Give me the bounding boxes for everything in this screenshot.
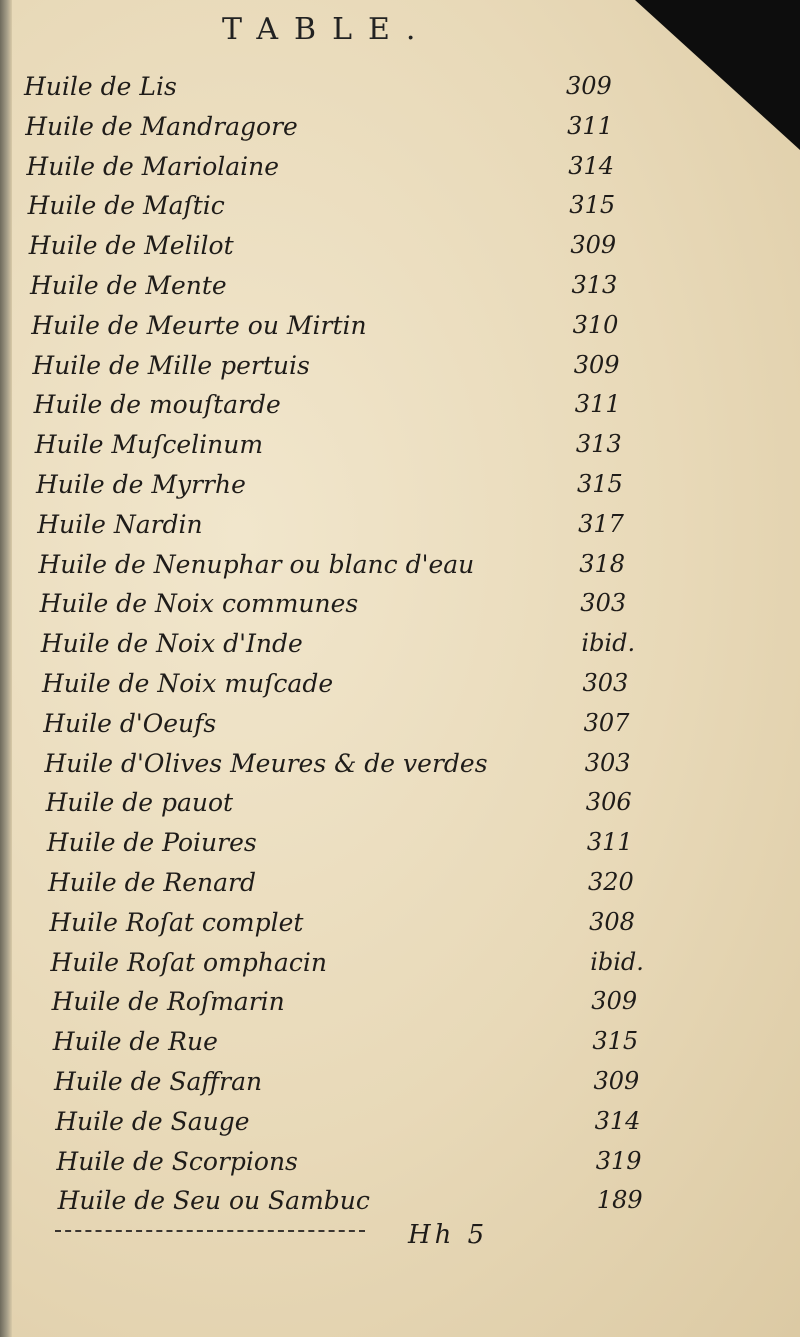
entry-page-number: 311 [567,111,613,140]
entry-page-number: 309 [591,987,638,1016]
entry-page-number: 308 [589,907,635,936]
entry-page-number: 313 [571,271,618,299]
entry-page-number: 303 [584,748,631,777]
entry-name: Huile de pauot [45,788,234,818]
entry-page-number: 306 [585,788,632,817]
last-entry-underline [55,1230,365,1232]
entry-name: Huile de Rue [52,1027,218,1057]
entry-name: Huile Roſat omphacin [50,947,327,977]
entry-name: Huile de mouſtarde [33,390,281,420]
torn-corner [635,0,800,150]
entry-name: Huile de Mandragore [25,111,298,141]
entry-name: Huile de Nenuphar ou blanc d'eau [38,549,475,579]
entry-page-number: 314 [594,1106,641,1135]
entry-page-number: 313 [575,430,622,459]
entry-name: Huile de Noix muſcade [42,669,334,698]
entry-name: Huile de Noix communes [39,589,359,619]
entry-name: Huile de Scorpions [56,1146,298,1176]
entry-name: Huile de Sauge [55,1106,250,1136]
entry-page-number: 314 [568,151,614,180]
entry-page-number: 309 [593,1067,640,1095]
entry-page-number: 319 [595,1146,642,1175]
entry-page-number: 311 [574,390,621,419]
entry-page-number: 315 [577,470,623,498]
entry-name: Huile de Myrrhe [36,470,246,499]
entry-page-number: 309 [570,231,617,260]
entry-page-number: 303 [582,669,629,697]
entry-page-number: 320 [588,868,634,896]
entry-name: Huile de Renard [48,868,256,897]
entry-name: Huile de Saffran [54,1067,263,1096]
entry-name: Huile d'Olives Meures & de verdes [44,748,488,778]
entry-name: Huile de Noix d'Inde [40,629,303,659]
entry-name: Huile de Meurte ou Mirtin [31,310,367,340]
entry-page-number: 315 [592,1027,639,1056]
entry-page-number: 307 [583,708,630,737]
entry-page-number: 309 [573,350,620,379]
entry-name: Huile de Lis [24,72,177,101]
entry-name: Huile de Roſmarin [51,987,285,1017]
entry-name: Huile de Mille pertuis [32,350,310,380]
entry-page-number: 311 [586,828,633,857]
entry-page-number: 317 [578,509,624,538]
entry-name: Huile de Poiures [46,828,257,858]
entry-page-number: 189 [596,1186,643,1215]
entry-page-number: 315 [569,191,616,220]
binding-gutter [0,0,12,1337]
entry-name: Huile de Maſtic [27,191,225,221]
entry-page-number: 309 [566,72,612,100]
entry-page-number: 318 [579,549,625,578]
entry-name: Huile Muſcelinum [34,430,264,460]
page-title: TABLE. [222,12,432,47]
entry-name: Huile Roſat complet [49,907,304,937]
entry-name: Huile de Melilot [28,231,234,261]
entry-page-number: ibid. [590,947,644,976]
signature-mark: Hh 5 [408,1220,489,1250]
entry-page-number: ibid. [581,629,636,658]
entry-page-number: 303 [580,589,627,618]
entry-name: Huile de Mente [30,271,227,300]
entry-name: Huile Nardin [37,509,203,539]
entry-name: Huile de Mariolaine [26,151,280,181]
entry-name: Huile d'Oeufs [43,708,217,738]
entry-name: Huile de Seu ou Sambuc [57,1186,370,1216]
entry-page-number: 310 [572,310,619,339]
